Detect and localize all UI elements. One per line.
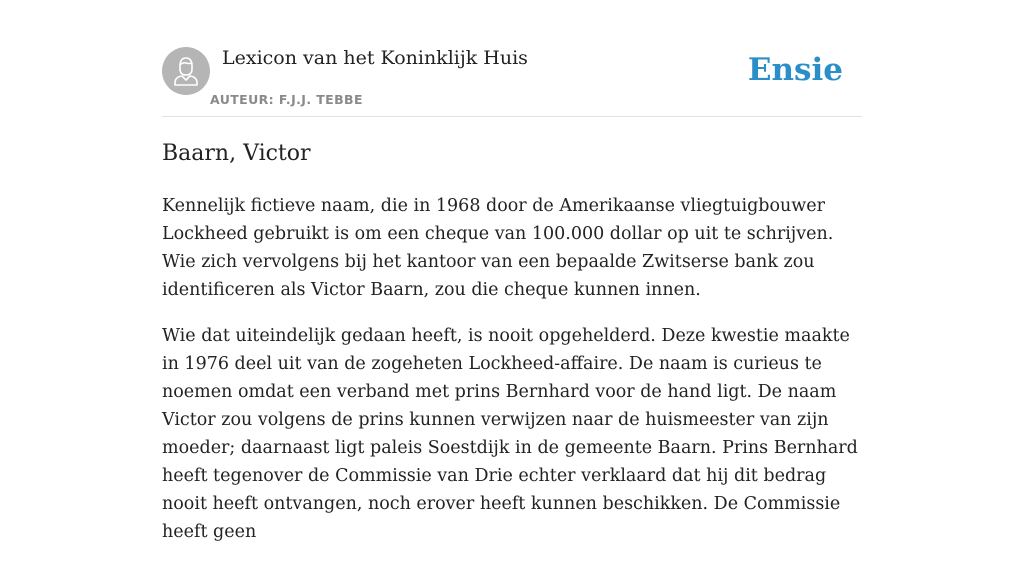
author-label: AUTEUR: F.J.J. TEBBE	[210, 92, 363, 107]
paragraph-2: Wie dat uiteindelijk gedaan heeft, is nooit opgehelderd. Deze kwestie maakte in 1976 deel uit van de zogeheten Lockheed-affaire. De naam is curieus te noemen omdat een verband met prins Bernhard voor de hand ligt. De naam Victor zou volgens de prins kunnen verwijzen naar de huismeester van zijn moeder; daarnaast ligt paleis Soestdijk in de gemeente Baarn. Prins Bernhard heeft tegenover de Commissie van Drie echter verklaard dat hij dit bedrag nooit heeft ontvangen, noch erover heeft kunnen beschikken. De Commissie heeft geen	[162, 326, 858, 542]
ensie-logo[interactable]: Ensie	[747, 52, 843, 88]
article-title: Baarn, Victor	[162, 141, 311, 166]
avatar[interactable]	[162, 47, 210, 95]
paragraph-1: Kennelijk fictieve naam, die in 1968 door de Amerikaanse vliegtuigbouwer Lockheed gebruikt is om een cheque van 100.000 dollar op uit te schrijven. Wie zich vervolgens bij het kantoor van een bepaalde Zwitserse bank zou identificeren als Victor Baarn, zou die cheque kunnen innen.	[162, 196, 834, 300]
lexicon-title-link[interactable]: Lexicon van het Koninklijk Huis	[222, 47, 528, 69]
article-body	[162, 192, 862, 564]
user-icon	[162, 47, 210, 95]
header	[162, 46, 862, 117]
